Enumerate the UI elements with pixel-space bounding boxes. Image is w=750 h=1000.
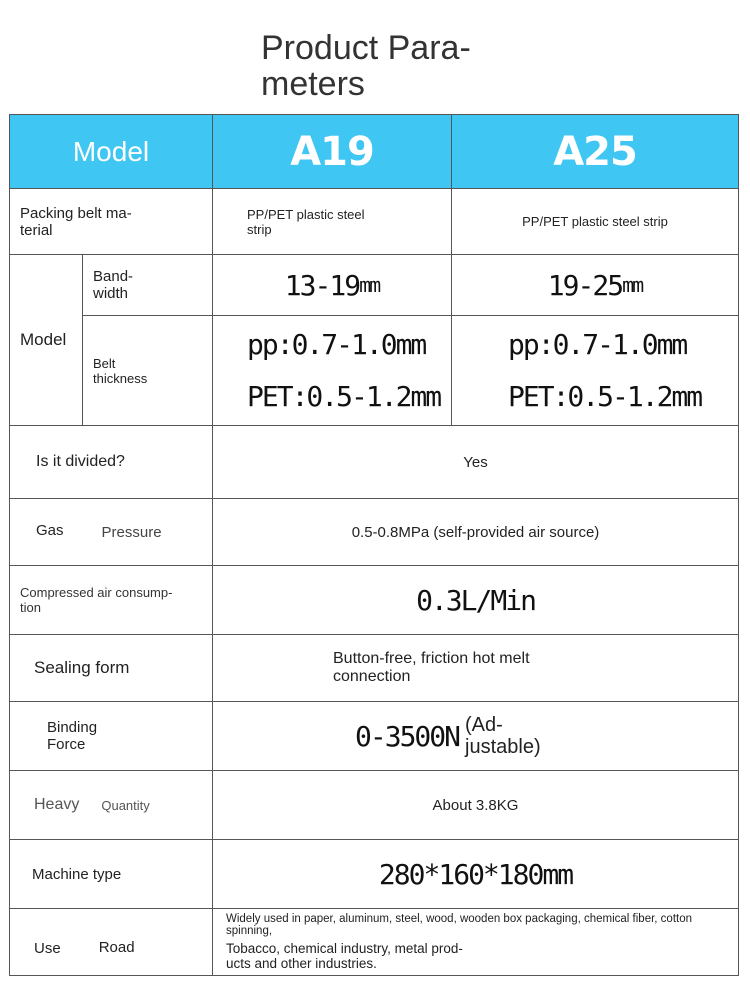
band-width-label-line2: width [93, 285, 129, 302]
band-width-a25-cell [451, 254, 739, 316]
header-model-cell [9, 114, 213, 189]
gas-pressure-value-cell [212, 498, 739, 566]
packing-belt-label-cell [9, 188, 213, 255]
belt-thickness-a19-cell [212, 315, 452, 426]
binding-value-cell [212, 701, 739, 771]
packing-belt-a25-cell [451, 188, 739, 255]
belt-thickness-a25-pp: pp:0.7-1.0mm [508, 327, 687, 361]
gas-pressure-label-a: Gas [36, 521, 64, 539]
belt-thickness-label-line2: thickness [93, 370, 148, 386]
divided-value: Yes [463, 453, 488, 471]
gas-pressure-value: 0.5-0.8MPa (self-provided air source) [351, 523, 600, 541]
divided-label-cell [9, 425, 213, 499]
belt-thickness-a25-cell [451, 315, 739, 426]
belt-thickness-a25-pet: PET:0.5-1.2mm [508, 379, 702, 413]
packing-belt-a19-line1: PP/PET plastic steel [247, 206, 365, 222]
belt-thickness-label-line1: Belt [93, 355, 116, 371]
use-label-a: Use [34, 939, 61, 957]
header-a19-label: A19 [290, 128, 374, 175]
parameters-table [9, 114, 739, 976]
air-consumption-label-line2: tion [20, 600, 41, 615]
use-value-line3: Tobacco, chemical industry, metal prod- [226, 941, 463, 956]
band-width-label-cell [82, 254, 213, 316]
weight-label-cell [9, 770, 213, 840]
machine-value-cell [212, 839, 739, 909]
machine-label: Machine type [32, 865, 122, 883]
model-group-label-cell [9, 254, 83, 426]
divided-label: Is it divided? [36, 453, 125, 470]
belt-thickness-label-cell [82, 315, 213, 426]
use-value-cell [212, 908, 739, 976]
header-a19-cell [212, 114, 452, 189]
machine-label-cell [9, 839, 213, 909]
packing-belt-label-line2: terial [20, 221, 53, 239]
weight-value-cell [212, 770, 739, 840]
air-consumption-value: 0.3L/Min [416, 583, 535, 617]
use-label-cell [9, 908, 213, 976]
use-value-line4: ucts and other industries. [226, 956, 377, 971]
packing-belt-a19-cell [212, 188, 452, 255]
band-width-label-line1: Band- [93, 268, 134, 285]
gas-pressure-label-cell [9, 498, 213, 566]
model-group-label: Model [20, 330, 67, 349]
belt-thickness-a19-pp: pp:0.7-1.0mm [247, 327, 426, 361]
sealing-label-cell [9, 634, 213, 702]
weight-label-a: Heavy [34, 796, 80, 813]
weight-label-b: Quantity [101, 797, 150, 813]
binding-label-cell [9, 701, 213, 771]
page-title [261, 30, 471, 102]
binding-value-note [465, 714, 541, 758]
use-value-line2: spinning, [226, 925, 273, 937]
sealing-value-cell [212, 634, 739, 702]
band-width-a19-unit: mm [359, 273, 380, 297]
packing-belt-a25-value: PP/PET plastic steel strip [522, 214, 668, 229]
use-value-line1: Widely used in paper, aluminum, steel, wood, wooden box packaging, chemical fiber, cotton [226, 913, 693, 925]
band-width-a19-cell [212, 254, 452, 316]
air-consumption-label-line1: Compressed air consump- [20, 585, 173, 600]
title-line-1: Product Para- [261, 29, 471, 67]
binding-value-note-line2: justable) [465, 736, 541, 758]
header-model-label: Model [72, 135, 150, 167]
sealing-value-line2: connection [333, 668, 411, 685]
header-a25-cell [451, 114, 739, 189]
air-consumption-label-cell [9, 565, 213, 635]
band-width-a19-value: 13-19 [284, 268, 360, 302]
machine-value: 280*160*180mm [378, 857, 573, 891]
packing-belt-label-line1: Packing belt ma- [20, 204, 132, 222]
divided-value-cell [212, 425, 739, 499]
binding-value-number: 0-3500N [355, 719, 460, 753]
belt-thickness-a19-pet: PET:0.5-1.2mm [247, 379, 441, 413]
packing-belt-a19-line2: strip [247, 221, 272, 237]
weight-value: About 3.8KG [432, 796, 519, 814]
sealing-label: Sealing form [34, 658, 130, 677]
sealing-value-line1: Button-free, friction hot melt [333, 650, 530, 667]
binding-label-line2: Force [47, 736, 86, 753]
title-line-2: meters [261, 65, 365, 103]
binding-value-note-line1: (Ad- [465, 714, 503, 736]
band-width-a25-value: 19-25 [547, 268, 623, 302]
header-a25-label: A25 [553, 128, 637, 175]
air-consumption-value-cell [212, 565, 739, 635]
use-label-b: Road [98, 938, 135, 956]
gas-pressure-label-b: Pressure [101, 523, 162, 541]
binding-label-line1: Binding [47, 719, 98, 736]
band-width-a25-unit: mm [622, 273, 643, 297]
